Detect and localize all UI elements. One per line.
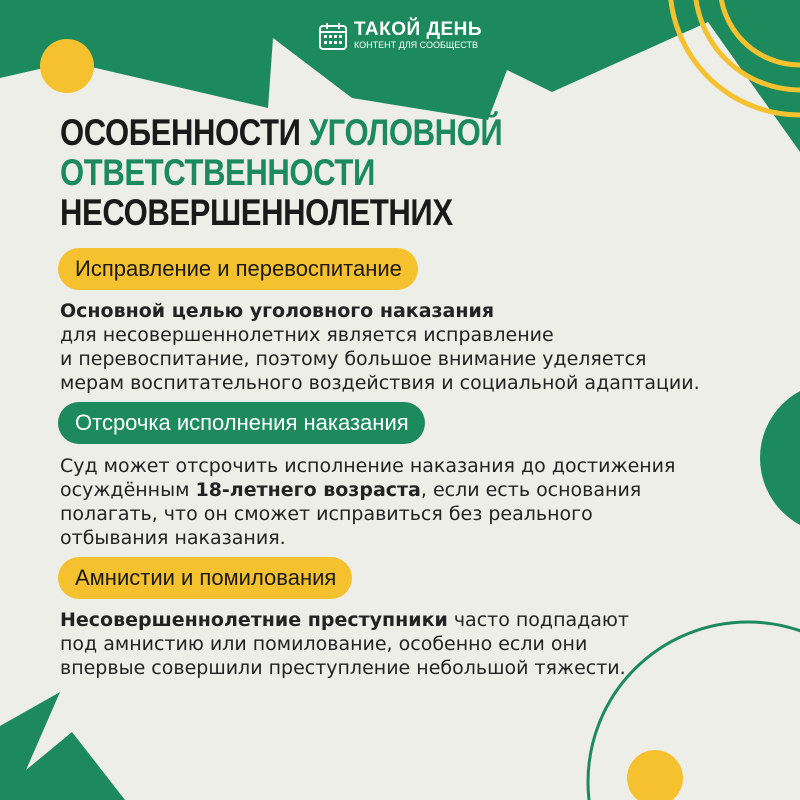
calendar-icon [318,21,348,51]
section-3-heading: Амнистии и помилования [58,557,352,599]
section-2-line-2 [60,478,675,502]
section-2-line-4: отбывания наказания. [60,527,286,549]
section-2-bold: 18-летнего возраста [195,479,421,501]
title-line-3: НЕСОВЕРШЕННОЛЕТНИХ [60,192,453,233]
brand-name: ТАКОЙ ДЕНЬ [354,19,483,40]
section-2-line2-pre: осуждённым [60,479,196,501]
top-left-yellow-circle [40,39,94,93]
section-2-heading: Отсрочка исполнения наказания [58,402,425,444]
section-3-text [60,608,629,680]
title-line1-accent: УГОЛОВНОЙ [308,112,503,153]
brand-text [354,20,482,51]
brand-tagline: КОНТЕНТ ДЛЯ СООБЩЕСТВ [354,40,478,50]
section-1-text [60,299,700,395]
brand-logo [318,20,482,51]
title-line-2: ОТВЕТСТВЕННОСТИ [60,152,375,193]
section-2-line-3: полагать, что он сможет исправиться без реального [60,503,593,525]
page-title [60,113,502,233]
section-2-line2-post: , если есть основания [420,479,642,501]
section-3-line-1 [60,608,629,632]
section-2-text [60,454,675,550]
title-line-1 [60,113,502,153]
section-1-line-3: и перевоспитание, поэтому большое внимание уделяется [60,348,647,370]
title-line1-plain: ОСОБЕННОСТИ [60,112,309,153]
section-3-line1-post: часто подпадают [447,609,629,631]
section-1-line-2: для несовершеннолетних является исправление [60,324,554,346]
section-2-line-1: Суд может отсрочить исполнение наказания до достижения [60,455,676,477]
section-3-line-2: под амнистию или помилование, особенно если они [60,633,588,655]
section-1-bold: Основной целью уголовного наказания [60,300,495,322]
section-1-heading: Исправление и перевоспитание [58,248,418,290]
section-3-bold: Несовершеннолетние преступники [60,609,448,631]
section-3-line-3: впервые совершили преступление небольшой тяжести. [60,657,626,679]
section-1-line-4: мерам воспитательного воздействия и социальной адаптации. [60,372,700,394]
